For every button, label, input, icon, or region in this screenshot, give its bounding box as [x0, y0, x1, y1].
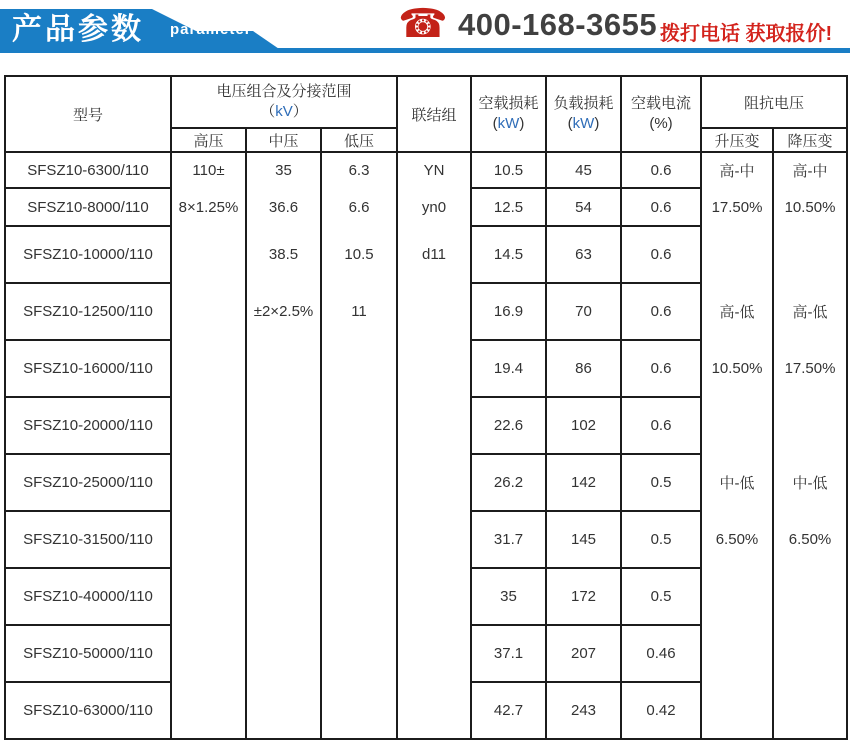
no-load-loss-cell: 22.6: [471, 397, 546, 454]
model-cell: SFSZ10-50000/110: [5, 625, 171, 682]
table-row: [5, 340, 847, 397]
phone-number: 400-168-3655: [458, 7, 658, 42]
lv-cell: [321, 454, 397, 511]
hv-cell: [171, 226, 246, 283]
connection-cell: [397, 283, 471, 340]
load-loss-cell: 102: [546, 397, 621, 454]
hv-cell: 110±: [171, 152, 246, 188]
connection-cell: [397, 340, 471, 397]
load-loss-cell: 145: [546, 511, 621, 568]
no-load-loss-cell: 19.4: [471, 340, 546, 397]
lv-cell: [321, 397, 397, 454]
model-header: 型号: [5, 76, 171, 152]
connection-cell: YN: [397, 152, 471, 188]
load-loss-cell: 142: [546, 454, 621, 511]
mv-cell: 35: [246, 152, 321, 188]
table-row: [5, 283, 847, 340]
mv-cell: [246, 397, 321, 454]
no-load-loss-cell: 35: [471, 568, 546, 625]
model-cell: SFSZ10-8000/110: [5, 188, 171, 226]
model-cell: SFSZ10-31500/110: [5, 511, 171, 568]
impedance-up-cell: 高-中: [701, 152, 773, 188]
hv-cell: [171, 340, 246, 397]
no-load-loss-cell: 12.5: [471, 188, 546, 226]
voltage-group-title: 电压组合及分接范围: [216, 82, 352, 100]
no-load-loss-cell: 31.7: [471, 511, 546, 568]
load-loss-cell: 86: [546, 340, 621, 397]
step-down-header: 降压变: [773, 128, 847, 152]
impedance-down-cell: 高-中: [773, 152, 847, 188]
load-loss-cell: 54: [546, 188, 621, 226]
mv-cell: [246, 511, 321, 568]
connection-cell: [397, 568, 471, 625]
no-load-loss-cell: 14.5: [471, 226, 546, 283]
impedance-up-cell: [701, 226, 773, 283]
connection-cell: d11: [397, 226, 471, 283]
impedance-down-cell: [773, 226, 847, 283]
no-load-current-unit: (%): [649, 115, 673, 132]
impedance-up-cell: 6.50%: [701, 511, 773, 568]
impedance-down-cell: [773, 625, 847, 682]
lv-cell: [321, 568, 397, 625]
lv-cell: [321, 511, 397, 568]
page-subtitle: parameter: [170, 21, 252, 38]
model-cell: SFSZ10-40000/110: [5, 568, 171, 625]
lv-cell: 6.3: [321, 152, 397, 188]
hv-cell: [171, 682, 246, 739]
mv-header: 中压: [246, 128, 321, 152]
table-body: [5, 152, 847, 739]
impedance-up-cell: 17.50%: [701, 188, 773, 226]
hv-cell: [171, 568, 246, 625]
hv-cell: [171, 397, 246, 454]
load-loss-unit: (kW): [567, 115, 600, 132]
model-cell: SFSZ10-16000/110: [5, 340, 171, 397]
connection-cell: yn0: [397, 188, 471, 226]
load-loss-cell: 63: [546, 226, 621, 283]
impedance-up-cell: 10.50%: [701, 340, 773, 397]
no-load-current-cell: 0.5: [621, 568, 701, 625]
impedance-down-cell: 17.50%: [773, 340, 847, 397]
impedance-down-cell: 高-低: [773, 283, 847, 340]
impedance-down-cell: [773, 397, 847, 454]
connection-cell: [397, 511, 471, 568]
impedance-down-cell: [773, 682, 847, 739]
no-load-current-cell: 0.6: [621, 283, 701, 340]
no-load-current-cell: 0.5: [621, 511, 701, 568]
impedance-up-cell: 高-低: [701, 283, 773, 340]
impedance-up-cell: [701, 568, 773, 625]
connection-cell: [397, 682, 471, 739]
step-up-header: 升压变: [701, 128, 773, 152]
no-load-current-cell: 0.46: [621, 625, 701, 682]
model-cell: SFSZ10-20000/110: [5, 397, 171, 454]
hv-header: 高压: [171, 128, 246, 152]
connection-cell: [397, 454, 471, 511]
no-load-loss-header: 空载损耗 (kW): [471, 76, 546, 152]
impedance-up-cell: [701, 682, 773, 739]
load-loss-cell: 45: [546, 152, 621, 188]
connection-cell: [397, 625, 471, 682]
mv-cell: [246, 625, 321, 682]
lv-cell: [321, 682, 397, 739]
header-row-1: [5, 76, 847, 128]
table-row: [5, 397, 847, 454]
load-loss-cell: 243: [546, 682, 621, 739]
impedance-down-cell: 6.50%: [773, 511, 847, 568]
table-row: [5, 454, 847, 511]
mv-cell: [246, 682, 321, 739]
lv-cell: [321, 340, 397, 397]
no-load-current-cell: 0.6: [621, 188, 701, 226]
no-load-current-cell: 0.6: [621, 152, 701, 188]
no-load-loss-cell: 42.7: [471, 682, 546, 739]
no-load-loss-cell: 10.5: [471, 152, 546, 188]
no-load-loss-cell: 26.2: [471, 454, 546, 511]
page-title: 产品参数: [12, 13, 144, 46]
table-row: [5, 568, 847, 625]
hv-cell: 8×1.25%: [171, 188, 246, 226]
lv-cell: 11: [321, 283, 397, 340]
mv-cell: [246, 454, 321, 511]
mv-cell: [246, 340, 321, 397]
table-row: [5, 511, 847, 568]
model-cell: SFSZ10-6300/110: [5, 152, 171, 188]
table-row: [5, 188, 847, 226]
hv-cell: [171, 283, 246, 340]
model-cell: SFSZ10-10000/110: [5, 226, 171, 283]
parameter-table: [4, 75, 848, 740]
voltage-group-header: [171, 76, 397, 128]
no-load-current-cell: 0.6: [621, 226, 701, 283]
hv-cell: [171, 454, 246, 511]
lv-header: 低压: [321, 128, 397, 152]
impedance-header: 阻抗电压: [701, 76, 847, 128]
connection-header: 联结组: [397, 76, 471, 152]
impedance-down-cell: [773, 568, 847, 625]
no-load-loss-cell: 16.9: [471, 283, 546, 340]
connection-cell: [397, 397, 471, 454]
header-bar: [0, 0, 850, 62]
impedance-down-cell: 中-低: [773, 454, 847, 511]
model-cell: SFSZ10-25000/110: [5, 454, 171, 511]
impedance-up-cell: [701, 397, 773, 454]
table-row: [5, 682, 847, 739]
impedance-down-cell: 10.50%: [773, 188, 847, 226]
load-loss-cell: 172: [546, 568, 621, 625]
call-cta[interactable]: 拨打电话 获取报价!: [660, 23, 833, 45]
load-loss-cell: 207: [546, 625, 621, 682]
no-load-current-header: 空载电流 (%): [621, 76, 701, 152]
hv-cell: [171, 625, 246, 682]
no-load-current-cell: 0.6: [621, 397, 701, 454]
table-row: [5, 625, 847, 682]
phone-icon: ☎: [398, 2, 448, 46]
mv-cell: ±2×2.5%: [246, 283, 321, 340]
hv-cell: [171, 511, 246, 568]
table-row: [5, 226, 847, 283]
no-load-loss-unit: (kW): [492, 115, 525, 132]
mv-cell: 36.6: [246, 188, 321, 226]
lv-cell: 6.6: [321, 188, 397, 226]
model-cell: SFSZ10-63000/110: [5, 682, 171, 739]
table-header: [5, 76, 847, 152]
mv-cell: [246, 568, 321, 625]
no-load-loss-cell: 37.1: [471, 625, 546, 682]
load-loss-cell: 70: [546, 283, 621, 340]
no-load-current-cell: 0.5: [621, 454, 701, 511]
mv-cell: 38.5: [246, 226, 321, 283]
impedance-up-cell: 中-低: [701, 454, 773, 511]
no-load-current-cell: 0.6: [621, 340, 701, 397]
lv-cell: [321, 625, 397, 682]
lv-cell: 10.5: [321, 226, 397, 283]
impedance-up-cell: [701, 625, 773, 682]
load-loss-header: 负载损耗 (kW): [546, 76, 621, 152]
no-load-current-cell: 0.42: [621, 682, 701, 739]
table-row: [5, 152, 847, 188]
voltage-group-unit: （kV）: [260, 103, 308, 120]
model-cell: SFSZ10-12500/110: [5, 283, 171, 340]
